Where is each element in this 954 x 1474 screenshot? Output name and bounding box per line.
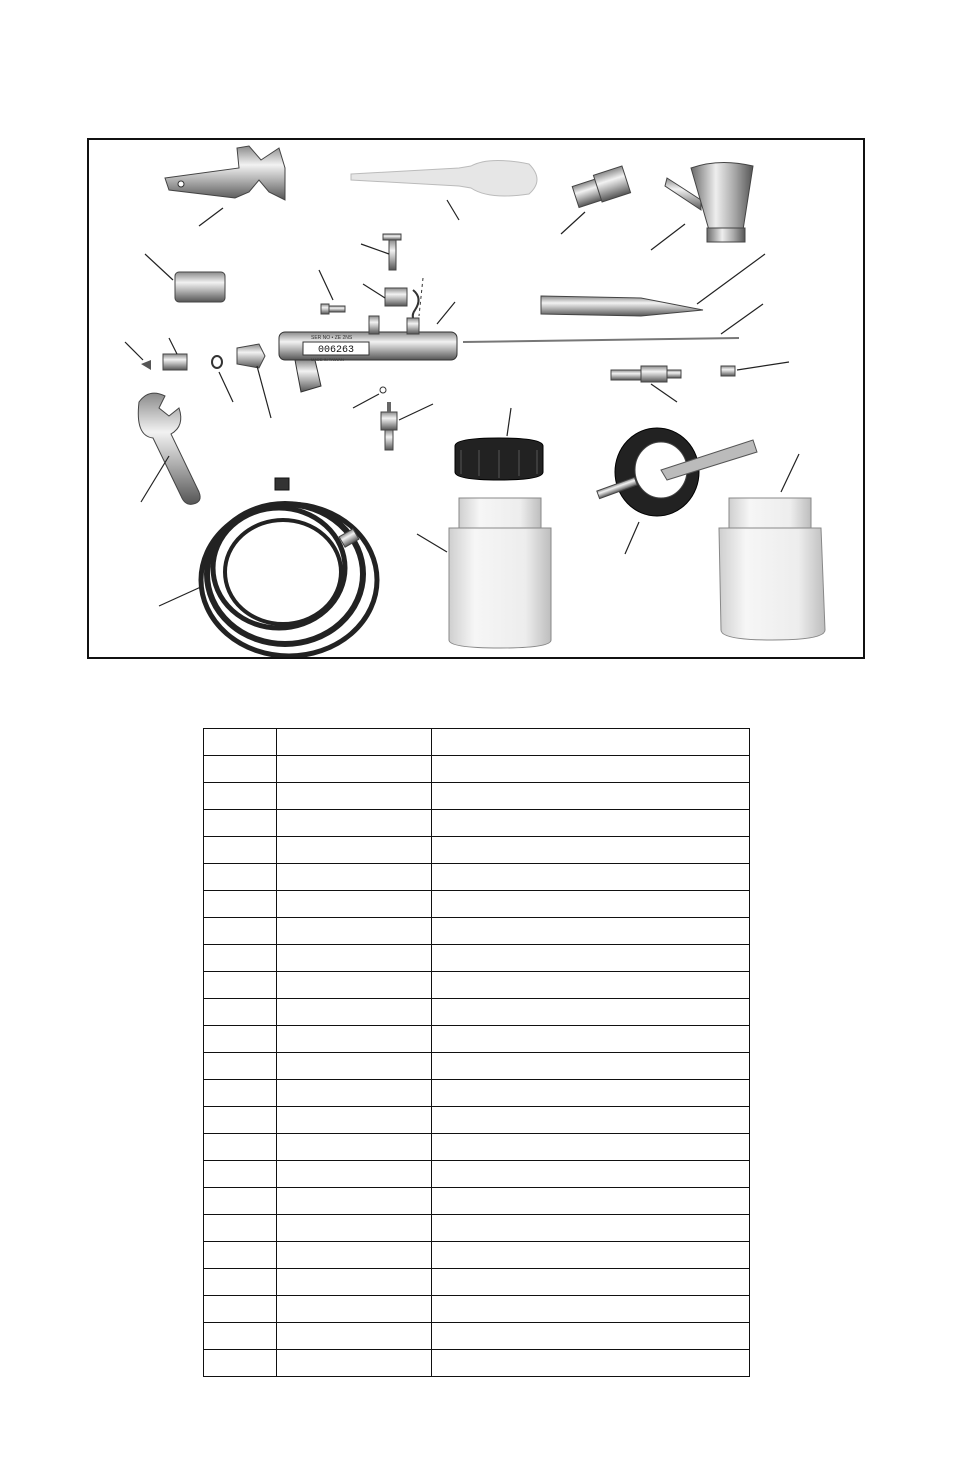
table-cell-description bbox=[432, 837, 750, 864]
table-cell-number bbox=[204, 1215, 277, 1242]
table-cell-part bbox=[277, 864, 432, 891]
table-cell-part bbox=[277, 1080, 432, 1107]
body-serial: 006263 bbox=[317, 345, 355, 356]
jar-cap bbox=[455, 438, 543, 480]
parts-illustration bbox=[89, 140, 863, 657]
table-cell-part bbox=[277, 1134, 432, 1161]
table-cell-description bbox=[432, 1323, 750, 1350]
table-cell-number bbox=[204, 864, 277, 891]
table-cell-part bbox=[277, 810, 432, 837]
table-cell-number bbox=[204, 891, 277, 918]
table-row bbox=[204, 1107, 750, 1134]
table-cell-description bbox=[432, 1242, 750, 1269]
o-ring bbox=[212, 356, 222, 368]
valve-pin bbox=[721, 366, 735, 376]
table-cell-number bbox=[204, 1080, 277, 1107]
table-row bbox=[204, 918, 750, 945]
table-cell-number bbox=[204, 918, 277, 945]
table-row bbox=[204, 1242, 750, 1269]
table-cell-part bbox=[277, 972, 432, 999]
table-cell-part bbox=[277, 1026, 432, 1053]
table-cell-number bbox=[204, 1323, 277, 1350]
table-cell-part bbox=[277, 1107, 432, 1134]
color-cup bbox=[665, 162, 753, 242]
table-cell-description bbox=[432, 918, 750, 945]
table-cell-number bbox=[204, 945, 277, 972]
leader-line bbox=[219, 372, 233, 402]
washer bbox=[380, 387, 386, 393]
table-cell-number bbox=[204, 783, 277, 810]
table-cell-part bbox=[277, 837, 432, 864]
nozzle-small bbox=[141, 360, 151, 370]
table-cell-number bbox=[204, 999, 277, 1026]
leader-line bbox=[399, 404, 433, 420]
table-cell-number bbox=[204, 837, 277, 864]
table-cell-part bbox=[277, 1350, 432, 1377]
needle bbox=[463, 338, 739, 342]
table-cell-description bbox=[432, 972, 750, 999]
leader-line bbox=[737, 362, 789, 370]
table-cell-number bbox=[204, 1350, 277, 1377]
table-cell-part bbox=[277, 1161, 432, 1188]
leader-line bbox=[199, 208, 223, 226]
table-cell-part bbox=[277, 1215, 432, 1242]
table-row bbox=[204, 1080, 750, 1107]
nozzle-cap bbox=[237, 344, 265, 368]
air-hose bbox=[201, 478, 377, 656]
needle-valve bbox=[381, 402, 397, 450]
table-cell-description bbox=[432, 999, 750, 1026]
leader-line bbox=[721, 304, 763, 334]
table-cell-number bbox=[204, 1053, 277, 1080]
table-cell-description bbox=[432, 864, 750, 891]
table-cell-description bbox=[432, 810, 750, 837]
leader-line bbox=[507, 408, 511, 436]
table-row bbox=[204, 1269, 750, 1296]
table-cell-description bbox=[432, 945, 750, 972]
table-cell-description bbox=[432, 1134, 750, 1161]
table-cell-description bbox=[432, 1107, 750, 1134]
table-cell-description bbox=[432, 1296, 750, 1323]
leader-line bbox=[361, 244, 389, 254]
table-cell-description bbox=[432, 1350, 750, 1377]
table-row bbox=[204, 1026, 750, 1053]
leader-line bbox=[651, 384, 677, 402]
leader-line bbox=[437, 302, 455, 324]
leader-line bbox=[125, 342, 143, 360]
air-fitting bbox=[572, 166, 630, 207]
table-row bbox=[204, 1161, 750, 1188]
table-row bbox=[204, 810, 750, 837]
table-cell-number bbox=[204, 810, 277, 837]
glass-jar bbox=[719, 498, 825, 640]
leader-line bbox=[625, 522, 639, 554]
leader-line bbox=[145, 254, 173, 280]
table-row bbox=[204, 783, 750, 810]
leader-line bbox=[697, 254, 765, 304]
trigger bbox=[383, 234, 401, 270]
table-row bbox=[204, 1215, 750, 1242]
table-cell-part bbox=[277, 891, 432, 918]
leader-line bbox=[417, 534, 447, 552]
table-cell-part bbox=[277, 1269, 432, 1296]
table-cell-part bbox=[277, 1242, 432, 1269]
table-cell-part bbox=[277, 1188, 432, 1215]
table-row bbox=[204, 1134, 750, 1161]
table-cell-description bbox=[432, 1026, 750, 1053]
table-row bbox=[204, 1323, 750, 1350]
table-cell-description bbox=[432, 1161, 750, 1188]
table-cell-description bbox=[432, 1188, 750, 1215]
table-cell-number bbox=[204, 1134, 277, 1161]
leader-line bbox=[363, 284, 385, 298]
table-cell-part bbox=[277, 918, 432, 945]
table-cell-number bbox=[204, 972, 277, 999]
table-row bbox=[204, 972, 750, 999]
table-cell-part bbox=[277, 729, 432, 756]
airbrush-body bbox=[279, 316, 457, 392]
table-cell-number bbox=[204, 1188, 277, 1215]
table-cell-number bbox=[204, 1161, 277, 1188]
leader-line bbox=[561, 212, 585, 234]
table-row bbox=[204, 1350, 750, 1377]
hanger-clip bbox=[165, 146, 285, 200]
table-cell-part bbox=[277, 945, 432, 972]
parts-table-body bbox=[204, 729, 750, 1377]
leader-line bbox=[651, 224, 685, 250]
table-row bbox=[204, 891, 750, 918]
sleeve bbox=[175, 272, 225, 302]
table-cell-number bbox=[204, 729, 277, 756]
glass-jar bbox=[449, 498, 551, 648]
wrench bbox=[138, 393, 200, 504]
table-row bbox=[204, 837, 750, 864]
leader-line bbox=[159, 586, 203, 606]
table-cell-number bbox=[204, 1242, 277, 1269]
table-cell-description bbox=[432, 1215, 750, 1242]
table-cell-number bbox=[204, 756, 277, 783]
table-cell-part bbox=[277, 783, 432, 810]
table-row bbox=[204, 756, 750, 783]
table-row bbox=[204, 999, 750, 1026]
tip-cover bbox=[541, 296, 703, 316]
table-cell-number bbox=[204, 1107, 277, 1134]
leader-line bbox=[447, 200, 459, 220]
table-cell-description bbox=[432, 729, 750, 756]
table-cell-description bbox=[432, 756, 750, 783]
nozzle-head bbox=[163, 354, 187, 370]
table-row bbox=[204, 945, 750, 972]
table-cell-number bbox=[204, 1026, 277, 1053]
leader-line bbox=[141, 456, 169, 502]
table-row bbox=[204, 1188, 750, 1215]
table-cell-description bbox=[432, 1053, 750, 1080]
screw bbox=[321, 304, 345, 314]
leader-line bbox=[169, 338, 177, 354]
table-cell-part bbox=[277, 1323, 432, 1350]
table-row bbox=[204, 864, 750, 891]
table-cell-number bbox=[204, 1269, 277, 1296]
table-cell-part bbox=[277, 1296, 432, 1323]
pipette bbox=[351, 160, 537, 196]
table-cell-description bbox=[432, 1269, 750, 1296]
parts-table bbox=[203, 728, 750, 1377]
body-stamp: SER NO • ZE 2NS bbox=[311, 335, 353, 341]
parts-figure bbox=[87, 138, 865, 659]
table-row bbox=[204, 729, 750, 756]
leader-line bbox=[781, 454, 799, 492]
table-row bbox=[204, 1053, 750, 1080]
table-row bbox=[204, 1296, 750, 1323]
table-cell-description bbox=[432, 891, 750, 918]
body-stamp-small: MADE IN TAIWAN bbox=[311, 357, 344, 362]
table-cell-number bbox=[204, 1296, 277, 1323]
table-cell-part bbox=[277, 1053, 432, 1080]
table-cell-description bbox=[432, 783, 750, 810]
table-cell-part bbox=[277, 756, 432, 783]
adjuster bbox=[611, 366, 681, 382]
table-cell-part bbox=[277, 999, 432, 1026]
leader-line bbox=[319, 270, 333, 300]
table-cell-description bbox=[432, 1080, 750, 1107]
leader-line bbox=[353, 394, 379, 408]
leader-line bbox=[257, 366, 271, 418]
